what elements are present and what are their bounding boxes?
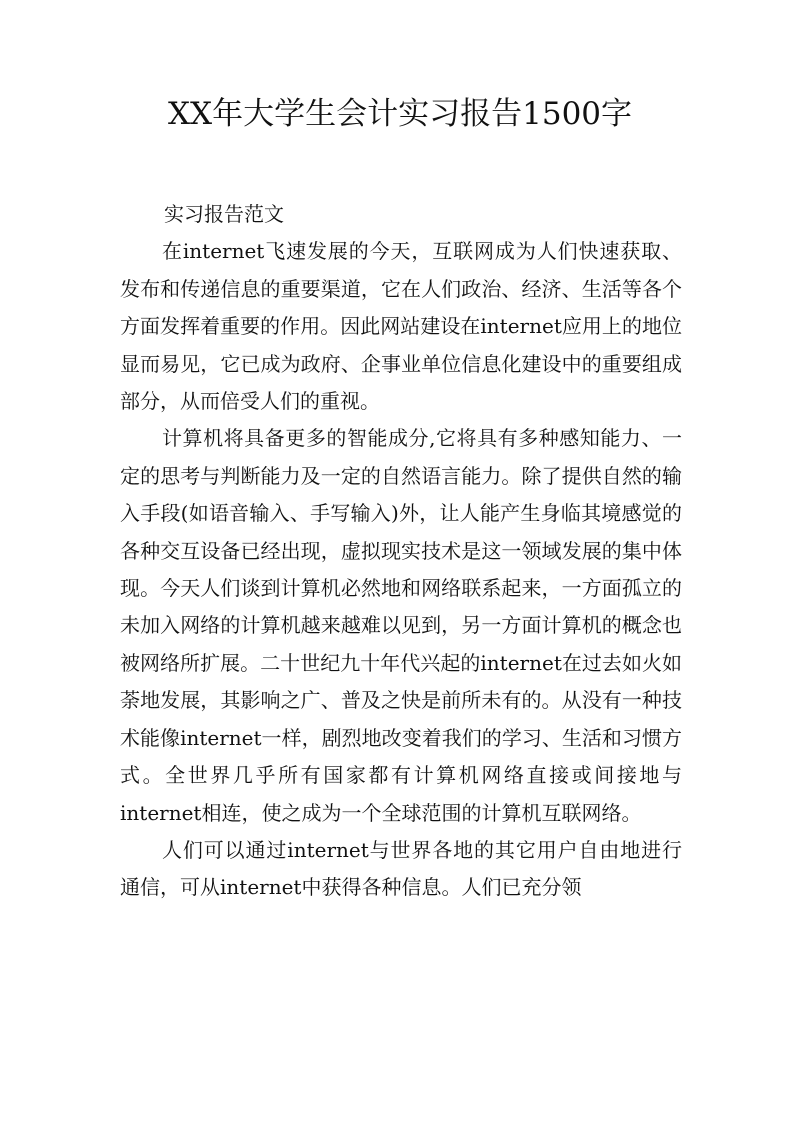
document-body [120, 196, 682, 907]
section-label: 实习报告范文 [164, 202, 284, 226]
document-title: XX年大学生会计实习报告1500字 [167, 96, 633, 132]
paragraph-computer-intelligence: 计算机将具备更多的智能成分,它将具有多种感知能力、一定的思考与判断能力及一定的自然语言能力。除了提供自然的输入手段(如语音输入、手写输入)外，让人能产生身临其境感觉的各种交互设备已经出现，虚拟现实技术是这一领域发展的集中体现。今天人们谈到计算机必然地和网络联系起来，一方面孤立的未加入网络的计算机越来越难以见到，另一方面计算机的概念也被网络所扩展。二十世纪九十年代兴起的internet在过去如火如荼地发展，其影响之广、普及之快是前所未有的。从没有一种技术能像internet一样，剧烈地改变着我们的学习、生活和习惯方式。全世界几乎所有国家都有计算机网络直接或间接地与internet相连，使之成为一个全球范围的计算机互联网络。 [120, 426, 682, 825]
paragraph-internet-intro: 在internet飞速发展的今天，互联网成为人们快速获取、发布和传递信息的重要渠道，它在人们政治、经济、生活等各个方面发挥着重要的作用。因此网站建设在internet应用上的地位显而易见，它已成为政府、企事业单位信息化建设中的重要组成部分，从而倍受人们的重视。 [120, 239, 682, 414]
paragraph-internet-communication: 人们可以通过internet与世界各地的其它用户自由地进行通信，可从internet中获得各种信息。人们已充分领 [120, 837, 682, 900]
